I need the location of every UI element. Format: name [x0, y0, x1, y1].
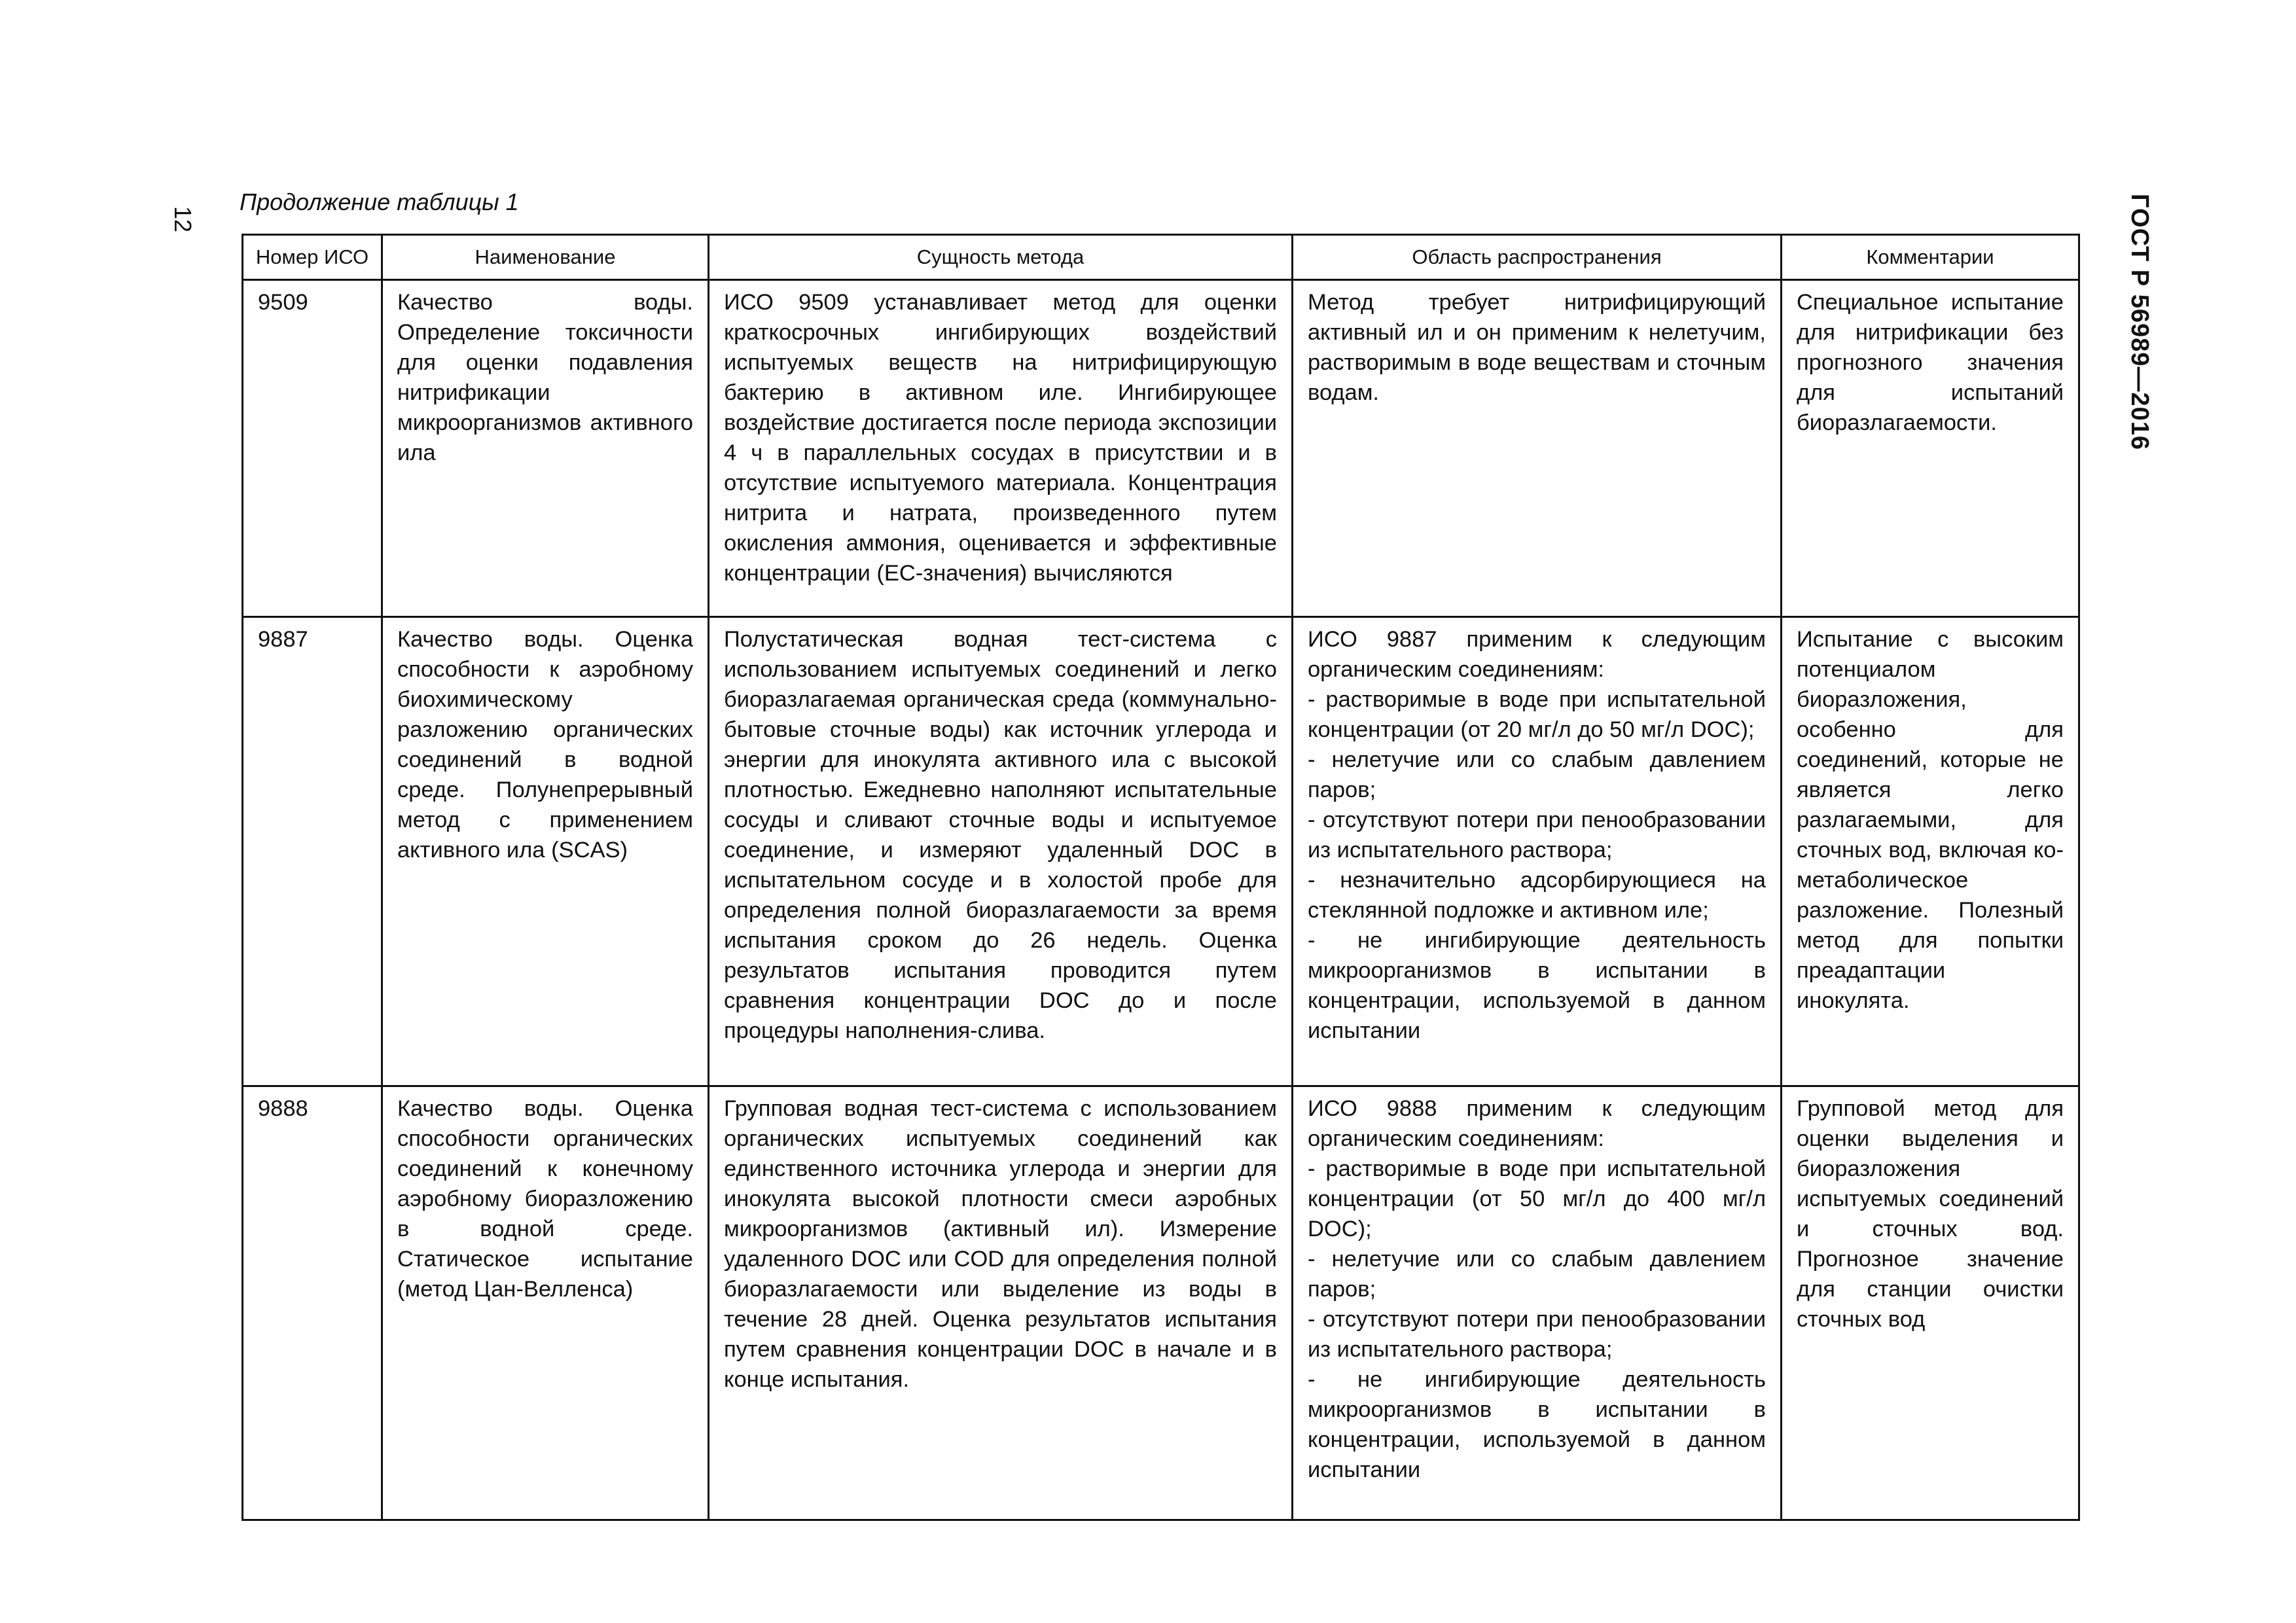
cell-comments: Групповой метод для оценки выделения и биоразложения испытуемых соединений и сточных вод. Прогнозное значение для станции очистки сточных вод [1782, 1086, 2079, 1520]
scope-line: - незначительно адсорбирующиеся на стеклянной подложке и активном иле; [1308, 868, 1766, 923]
cell-iso-number: 9888 [243, 1086, 382, 1520]
cell-iso-number: 9509 [243, 280, 382, 617]
scope-line: ИСО 9888 применим к следующим органическим соединениям: [1308, 1096, 1766, 1151]
cell-name: Качество воды. Определение токсичности для оценки подавления нитрификации микроорганизмов активного ила [382, 280, 709, 617]
page-number: 12 [170, 206, 196, 233]
cell-scope [1293, 280, 1782, 617]
header-iso-number: Номер ИСО [243, 235, 382, 280]
scope-line: Метод требует нитрифицирующий активный ил и он применим к нелетучим, растворимым в воде веществам и сточным водам. [1308, 290, 1766, 405]
cell-comments: Испытание с высоким потенциалом биоразложения, особенно для соединений, которые не является легко разлагаемыми, для сточных вод, включая ко-метаболическое разложение. Полезный метод для попытки преадаптации инокулята. [1782, 617, 2079, 1086]
cell-method: ИСО 9509 устанавливает метод для оценки краткосрочных ингибирующих воздействий испытуемых веществ на нитрифицирующую бактерию в активном иле. Ингибирующее воздействие достигается после периода экспозиции 4 ч в параллельных сосудах в присутствии и в отсутствие испытуемого материала. Концентрация нитрита и натрата, произведенного путем окисления аммония, оценивается и эффективные концентрации (ЕС-значения) вычисляются [709, 280, 1293, 617]
header-method: Сущность метода [709, 235, 1293, 280]
scope-line: - отсутствуют потери при пенообразовании из испытательного раствора; [1308, 1307, 1766, 1362]
cell-scope [1293, 1086, 1782, 1520]
scope-line: ИСО 9887 применим к следующим органическим соединениям: [1308, 627, 1766, 682]
scope-line: - не ингибирующие деятельность микроорганизмов в испытании в концентрации, используемой в данном испытании [1308, 928, 1766, 1043]
cell-name: Качество воды. Оценка способности к аэробному биохимическому разложению органических соединений в водной среде. Полунепрерывный метод с применением активного ила (SCAS) [382, 617, 709, 1086]
table-row [243, 1086, 2079, 1520]
standards-table [242, 234, 2080, 1521]
cell-method: Полустатическая водная тест-система с использованием испытуемых соединений и легко биоразлагаемая органическая среда (коммунально-бытовые сточные воды) как источник углерода и энергии для инокулята активного ила с высокой плотностью. Ежедневно наполняют испытательные сосуды и сливают сточные воды и испытуемое соединение, и измеряют удаленный DOC в испытательном сосуде и в холостой пробе для определения полной биоразлагаемости за время испытания сроком до 26 недель. Оценка результатов испытания проводится путем сравнения концентрации DOC до и после процедуры наполнения-слива. [709, 617, 1293, 1086]
cell-scope [1293, 617, 1782, 1086]
document-code: ГОСТ Р 56989—2016 [2126, 194, 2153, 450]
table-row [243, 280, 2079, 617]
table-caption: Продолжение таблицы 1 [240, 188, 519, 215]
table-row [243, 617, 2079, 1086]
scope-line: - не ингибирующие деятельность микроорганизмов в испытании в концентрации, используемой в данном испытании [1308, 1367, 1766, 1482]
cell-comments: Специальное испытание для нитрификации без прогнозного значения для испытаний биоразлагаемости. [1782, 280, 2079, 617]
scope-line: - растворимые в воде при испытательной концентрации (от 50 мг/л до 400 мг/л DOC); [1308, 1156, 1766, 1241]
header-comments: Комментарии [1782, 235, 2079, 280]
cell-method: Групповая водная тест-система с использованием органических испытуемых соединений как единственного источника углерода и энергии для инокулята высокой плотности смеси аэробных микроорганизмов (активный ил). Измерение удаленного DOC или COD для определения полной биоразлагаемости или выделение из воды в течение 28 дней. Оценка результатов испытания путем сравнения концентрации DOC в начале и в конце испытания. [709, 1086, 1293, 1520]
table-header-row [243, 235, 2079, 280]
scope-line: - отсутствуют потери при пенообразовании из испытательного раствора; [1308, 808, 1766, 863]
cell-name: Качество воды. Оценка способности органических соединений к конечному аэробному биоразложению в водной среде. Статическое испытание (метод Цан-Велленса) [382, 1086, 709, 1520]
scope-line: - нелетучие или со слабым давлением паров; [1308, 747, 1766, 802]
header-scope: Область распространения [1293, 235, 1782, 280]
header-name: Наименование [382, 235, 709, 280]
scope-line: - нелетучие или со слабым давлением паров; [1308, 1247, 1766, 1302]
scope-line: - растворимые в воде при испытательной концентрации (от 20 мг/л до 50 мг/л DOC); [1308, 687, 1766, 742]
cell-iso-number: 9887 [243, 617, 382, 1086]
